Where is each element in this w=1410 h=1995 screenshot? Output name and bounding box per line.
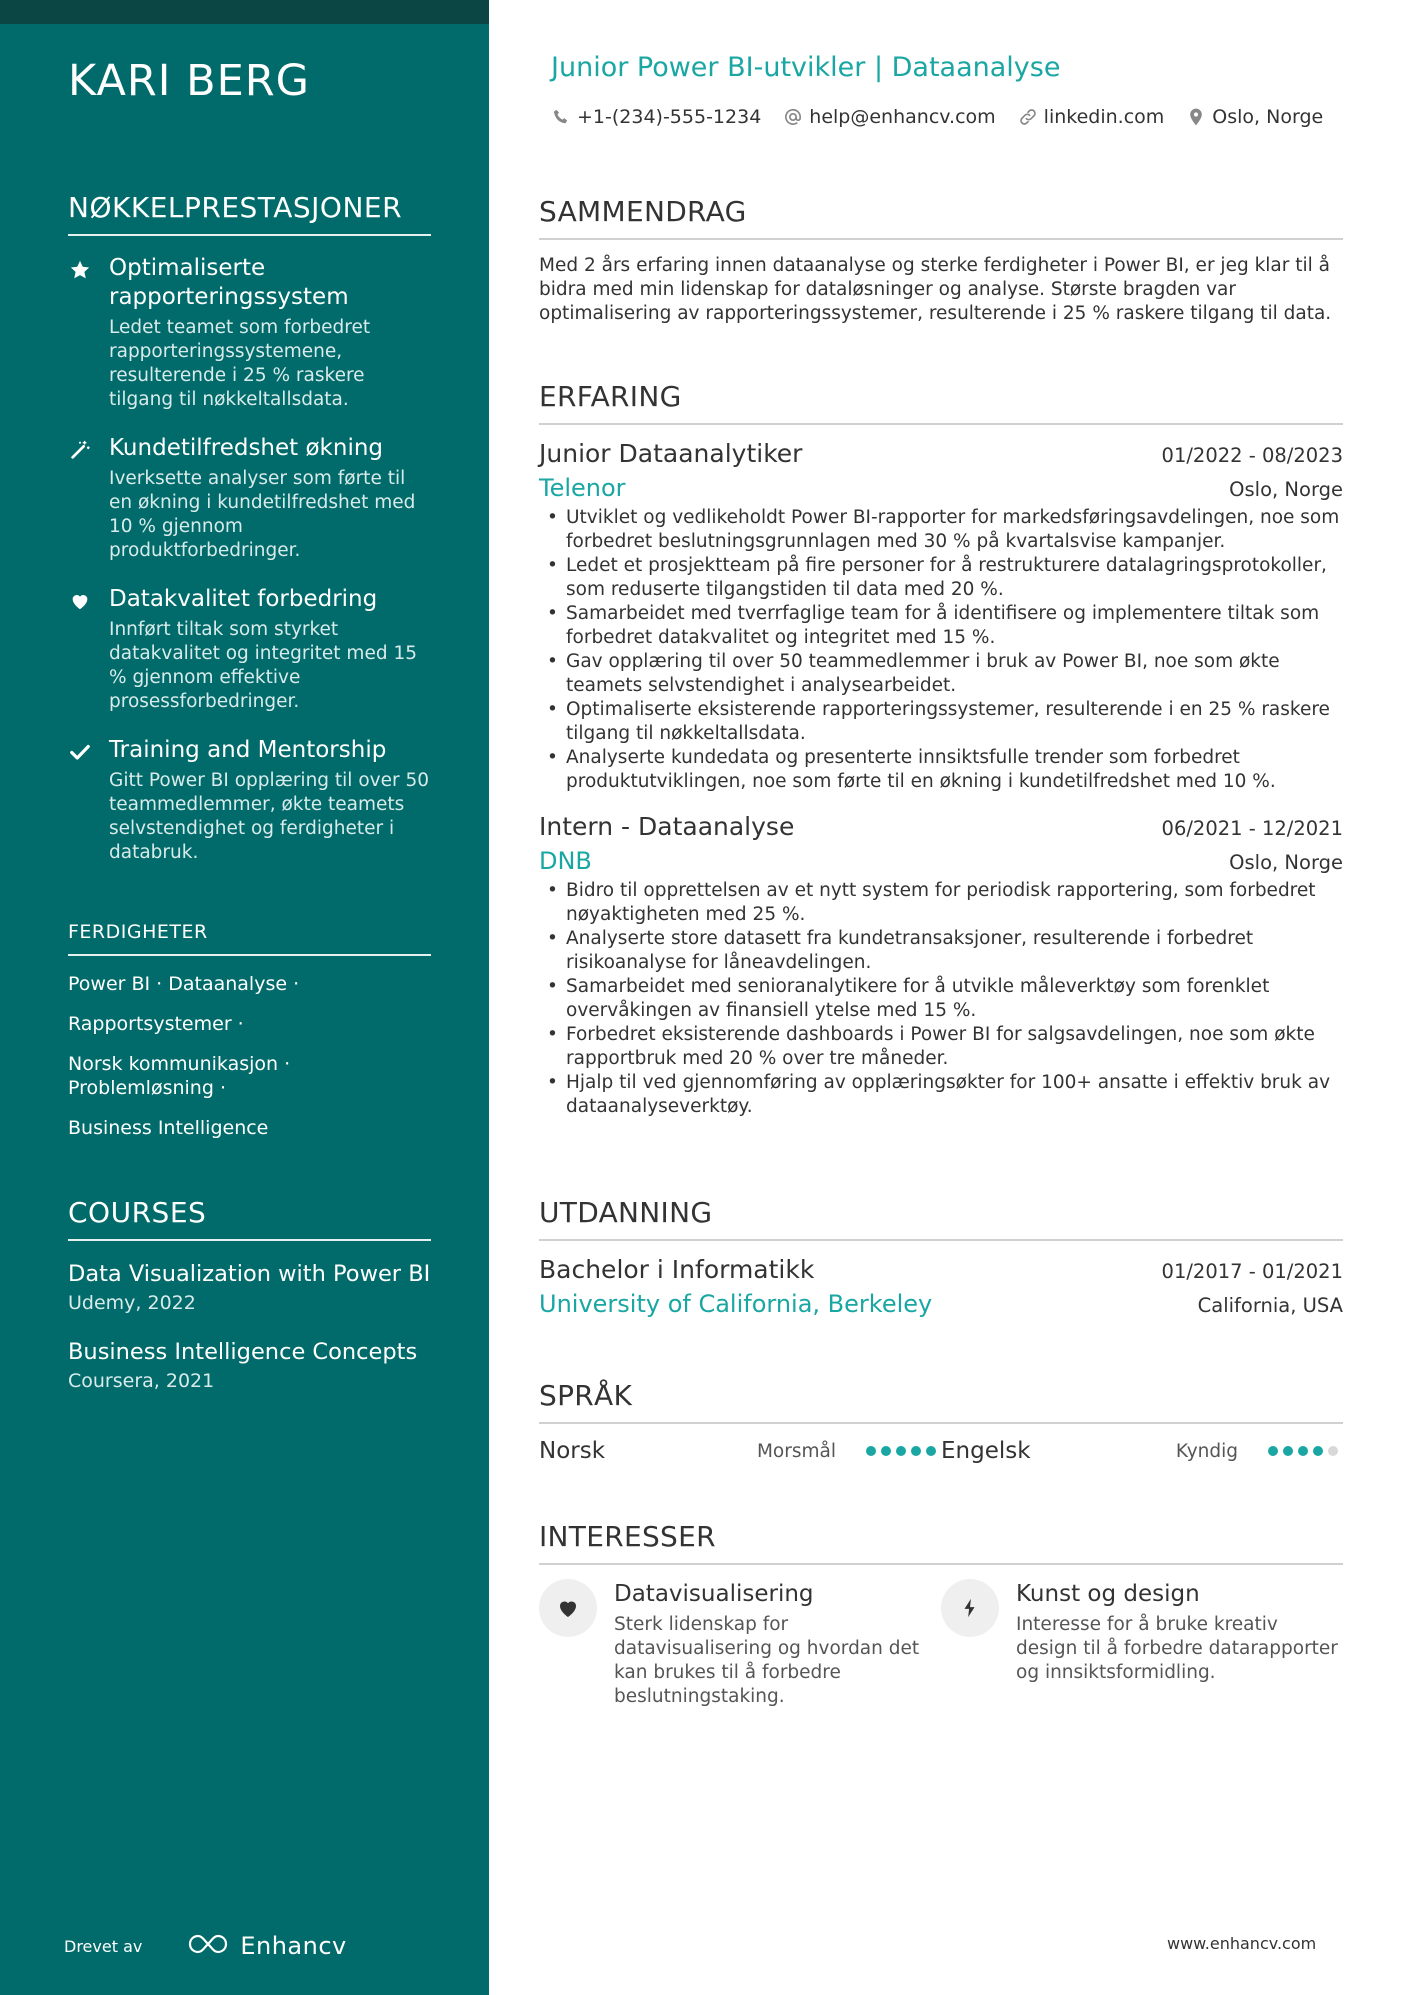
list-item: • Forbedret eksisterende dashboards i Power BI for salgsavdelingen, noe som økte rapportbruk med 20 % over tre måneder. — [539, 1023, 1343, 1071]
job-company: Telenor — [539, 474, 626, 502]
powered-by-label: Drevet av — [64, 1936, 143, 1956]
rating-dot — [1328, 1446, 1338, 1456]
achievements-section — [68, 191, 431, 887]
job-dates: 06/2021 - 12/2021 — [1161, 817, 1343, 840]
list-item: • Hjalp til ved gjennomføring av opplæringsøkter for 100+ ansatte i effektiv bruk av dataanalyseverktøy. — [539, 1071, 1343, 1119]
achievement-title: Training and Mentorship — [109, 737, 387, 763]
courses-title: COURSES — [68, 1196, 431, 1241]
rating-dot — [1283, 1446, 1293, 1456]
interests-section — [539, 1520, 1343, 1709]
rating-dot — [1313, 1446, 1323, 1456]
job-role: Junior Dataanalytiker — [539, 439, 803, 468]
language-level: Kyndig — [1175, 1440, 1238, 1462]
at-icon — [783, 107, 803, 127]
courses-section — [68, 1196, 431, 1415]
school: University of California, Berkeley — [539, 1290, 933, 1318]
list-item: • Analyserte kundedata og presenterte innsiktsfulle trender som forbedret produktutviklingen, noe som førte til en økning i kundetilfredshet med 10 %. — [539, 746, 1343, 794]
bolt-icon — [941, 1579, 999, 1637]
language-level: Morsmål — [756, 1440, 836, 1462]
degree: Bachelor i Informatikk — [539, 1255, 815, 1284]
job-entry — [539, 439, 1343, 794]
course-provider: Udemy, 2022 — [68, 1292, 196, 1314]
contact-phone[interactable] — [551, 106, 761, 128]
experience-title: ERFARING — [539, 380, 1343, 425]
summary-text: Med 2 års erfaring innen dataanalyse og sterke ferdigheter i Power BI, er jeg klar til å bidra med min lidenskap for dataløsninger og analyse. Største bragden var optimalisering av rapporteringssystemer, resulterende i 25 % raskere tilgang til data. — [539, 255, 1332, 324]
skills-line: Norsk kommunikasjon · Problemløsning · — [68, 1053, 291, 1099]
achievement-desc: Gitt Power BI opplæring til over 50 teammedlemmer, økte teamets selvstendighet og ferdigheter i databruk. — [109, 770, 430, 863]
summary-section — [539, 195, 1343, 326]
language-name: Norsk — [539, 1438, 606, 1464]
contact-location — [1186, 106, 1323, 128]
achievement-title: Datakvalitet forbedring — [109, 586, 378, 612]
sidebar-top-bar — [0, 0, 489, 24]
achievement-desc: Iverksette analyser som førte til en økning i kundetilfredshet med 10 % gjennom produktforbedringer. — [109, 468, 416, 561]
skills-line: Rapportsystemer · — [68, 1013, 244, 1035]
location-text: Oslo, Norge — [1212, 106, 1324, 128]
experience-section — [539, 380, 1343, 1137]
course-item — [68, 1259, 431, 1317]
course-title: Data Visualization with Power BI — [68, 1261, 431, 1287]
rating-dot — [896, 1446, 906, 1456]
job-location: Oslo, Norge — [1229, 851, 1343, 874]
interest-desc: Interesse for å bruke kreativ design til å forbedre datarapporter og innsiktsformidling. — [1016, 1614, 1338, 1683]
language-rating — [1268, 1446, 1343, 1456]
interest-title: Datavisualisering — [614, 1581, 814, 1607]
list-item: • Ledet et prosjektteam på fire personer for å restrukturere datalagringsprotokoller, som reduserte tilgangstiden til data med 20 %. — [539, 554, 1343, 602]
achievement-desc: Ledet teamet som forbedret rapporteringssystemene, resulterende i 25 % raskere tilgang til nøkkeltallsdata. — [109, 317, 371, 410]
rating-dot — [1298, 1446, 1308, 1456]
contact-bar — [551, 106, 1345, 128]
achievement-title: Optimaliserte rapporteringssystem — [109, 255, 349, 310]
language-name: Engelsk — [941, 1438, 1031, 1464]
course-item — [68, 1337, 431, 1395]
rating-dot — [926, 1446, 936, 1456]
education-title: UTDANNING — [539, 1196, 1343, 1241]
skills-title: FERDIGHETER — [68, 920, 431, 956]
language-item — [539, 1438, 941, 1464]
phone-icon — [551, 107, 571, 127]
language-rating — [866, 1446, 941, 1456]
linkedin-text: linkedin.com — [1043, 106, 1165, 128]
heart-icon — [539, 1579, 597, 1637]
interests-title: INTERESSER — [539, 1520, 1343, 1565]
rating-dot — [911, 1446, 921, 1456]
list-item: • Samarbeidet med tverrfaglige team for å identifisere og implementere tiltak som forbedret datakvalitet og integritet med 15 %. — [539, 602, 1343, 650]
list-item: • Gav opplæring til over 50 teammedlemmer i bruk av Power BI, noe som økte teamets selvstendighet i analysearbeidet. — [539, 650, 1343, 698]
achievement-item — [68, 254, 431, 412]
summary-title: SAMMENDRAG — [539, 195, 1343, 240]
contact-linkedin[interactable] — [1018, 106, 1165, 128]
education-dates: 01/2017 - 01/2021 — [1161, 1260, 1343, 1283]
list-item: • Optimaliserte eksisterende rapporteringssystemer, resulterende i en 25 % raskere tilgang til nøkkeltallsdata. — [539, 698, 1343, 746]
course-provider: Coursera, 2021 — [68, 1370, 215, 1392]
job-bullets — [539, 879, 1343, 1119]
interest-item — [539, 1579, 941, 1709]
interest-title: Kunst og design — [1016, 1581, 1200, 1607]
star-icon — [68, 258, 92, 282]
list-item: • Analyserte store datasett fra kundetransaksjoner, resulterende i forbedret risikoanalyse for låneavdelingen. — [539, 927, 1343, 975]
job-dates: 01/2022 - 08/2023 — [1161, 444, 1343, 467]
email-text: help@enhancv.com — [809, 106, 996, 128]
job-location: Oslo, Norge — [1229, 478, 1343, 501]
language-item — [941, 1438, 1343, 1464]
magic-wand-icon — [68, 438, 92, 462]
achievement-item — [68, 736, 431, 865]
rating-dot — [866, 1446, 876, 1456]
headline: Junior Power BI-utvikler | Dataanalyse — [551, 52, 1061, 83]
contact-email[interactable] — [783, 106, 995, 128]
interest-item — [941, 1579, 1343, 1709]
education-section — [539, 1196, 1343, 1318]
achievements-title: NØKKELPRESTASJONER — [68, 191, 431, 236]
job-role: Intern - Dataanalyse — [539, 812, 795, 841]
sidebar — [0, 0, 489, 1995]
check-icon — [68, 740, 92, 764]
languages-title: SPRÅK — [539, 1379, 1343, 1424]
footer-url[interactable]: www.enhancv.com — [1167, 1934, 1317, 1953]
skills-line: Power BI · Dataanalyse · — [68, 973, 300, 995]
achievement-title: Kundetilfredshet økning — [109, 435, 384, 461]
enhancv-logo-icon — [186, 1932, 232, 1960]
powered-by — [64, 1932, 347, 1960]
rating-dot — [1268, 1446, 1278, 1456]
job-company: DNB — [539, 847, 592, 875]
rating-dot — [881, 1446, 891, 1456]
phone-text: +1-(234)-555-1234 — [577, 106, 762, 128]
job-entry — [539, 812, 1343, 1119]
course-title: Business Intelligence Concepts — [68, 1339, 418, 1365]
interest-desc: Sterk lidenskap for datavisualisering og hvordan det kan brukes til å forbedre beslutningstaking. — [614, 1614, 920, 1707]
job-bullets — [539, 506, 1343, 794]
brand-name: Enhancv — [240, 1932, 347, 1960]
skills-section — [68, 920, 431, 1156]
list-item: • Samarbeidet med senioranalytikere for å utvikle måleverktøy som forenklet overvåkingen av finansiell ytelse med 15 %. — [539, 975, 1343, 1023]
achievement-desc: Innført tiltak som styrket datakvalitet og integritet med 15 % gjennom effektive prosessforbedringer. — [109, 619, 417, 712]
link-icon — [1018, 107, 1038, 127]
skills-line: Business Intelligence — [68, 1117, 269, 1139]
candidate-name: KARI BERG — [68, 56, 310, 106]
achievement-item — [68, 585, 431, 714]
list-item: • Bidro til opprettelsen av et nytt system for periodisk rapportering, som forbedret nøyaktigheten med 25 %. — [539, 879, 1343, 927]
heart-icon — [68, 589, 92, 613]
list-item: • Utviklet og vedlikeholdt Power BI-rapporter for markedsføringsavdelingen, noe som forbedret beslutningsgrunnlagen med 30 % på kvartalsvise kampanjer. — [539, 506, 1343, 554]
languages-section — [539, 1379, 1343, 1464]
achievement-item — [68, 434, 431, 563]
education-location: California, USA — [1197, 1294, 1343, 1317]
location-pin-icon — [1186, 107, 1206, 127]
